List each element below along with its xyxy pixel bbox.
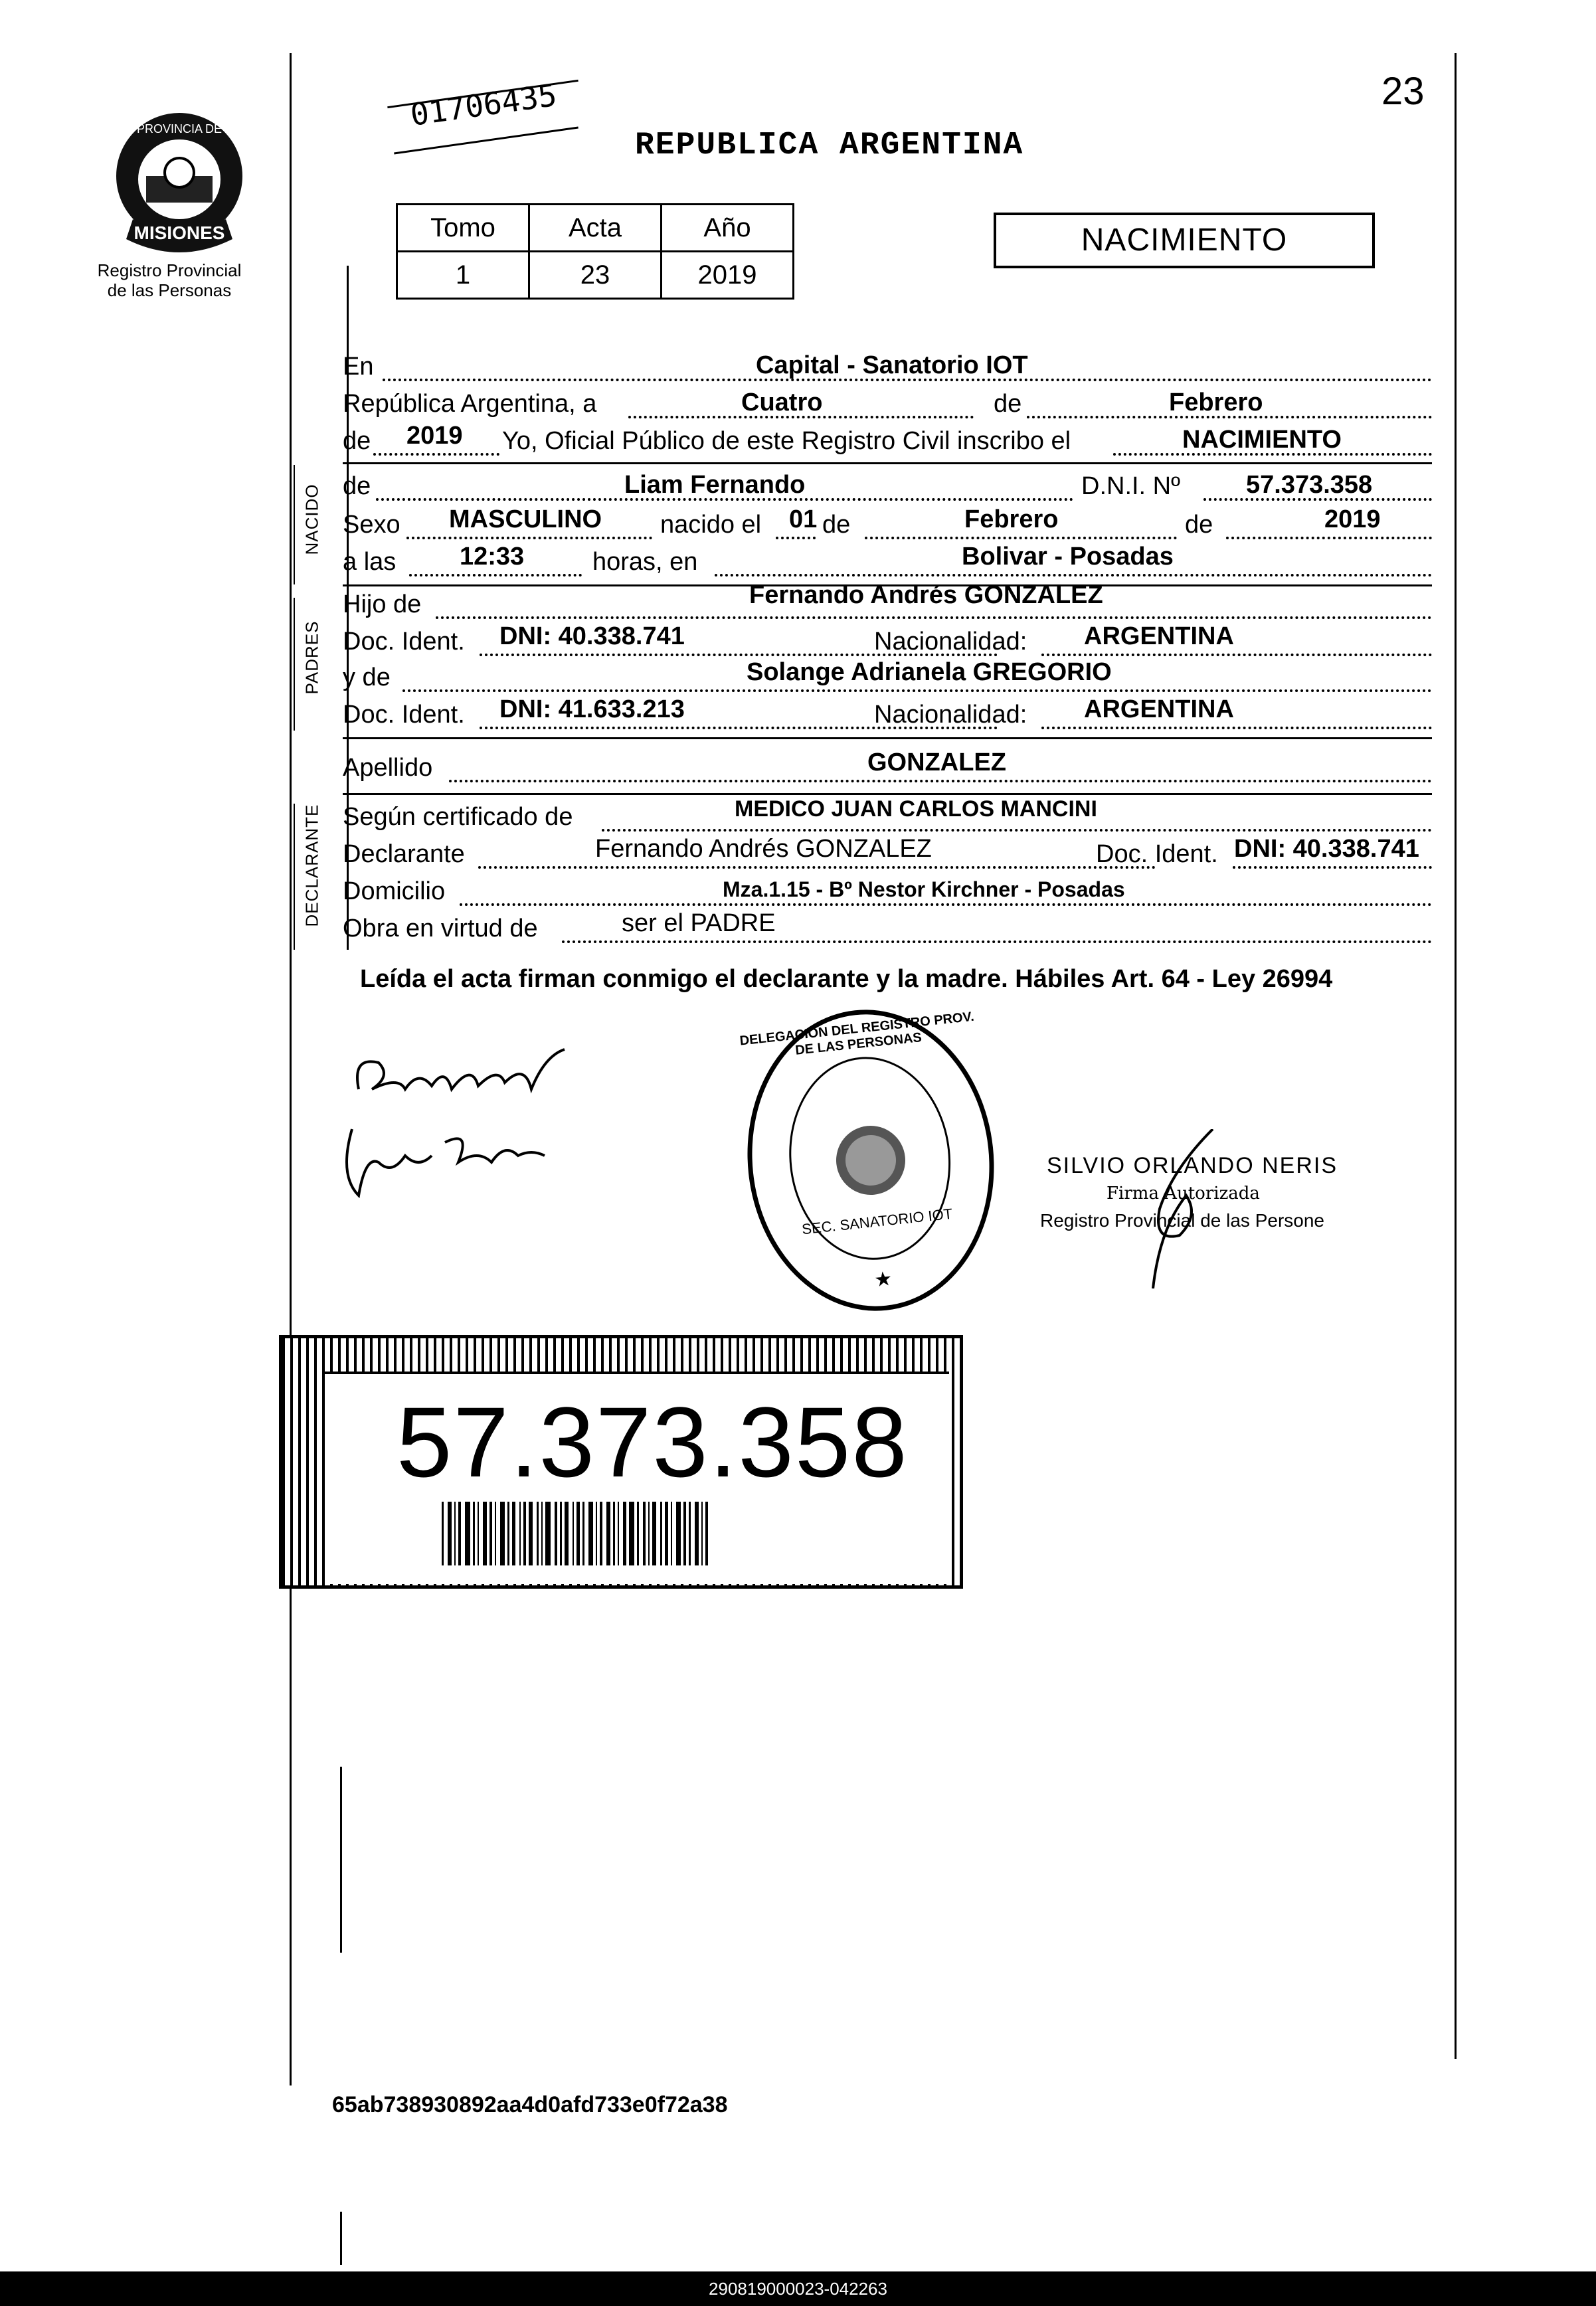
section-line-declarante <box>294 804 295 950</box>
page-title: REPUBLICA ARGENTINA <box>635 128 1024 163</box>
signature-madre <box>332 1116 558 1202</box>
row-nombre <box>343 465 1432 505</box>
value-anio: 2019 <box>406 422 463 450</box>
barcode-bar <box>495 1502 496 1565</box>
label-dni: D.N.I. Nº <box>1081 472 1180 500</box>
barcode-bar <box>637 1502 639 1565</box>
label-domicilio: Domicilio <box>343 877 446 905</box>
barcode-bar <box>582 1502 584 1565</box>
value-domicilio: Mza.1.15 - Bº Nestor Kirchner - Posadas <box>723 877 1125 901</box>
label-de: de <box>994 390 1022 418</box>
barcode-bar <box>442 1502 444 1565</box>
barcode-bar <box>576 1502 580 1565</box>
value-madre-doc: DNI: 41.633.213 <box>499 695 685 723</box>
signature-declarante <box>345 1036 584 1116</box>
barcode-bar <box>483 1502 487 1565</box>
barcode-bar <box>489 1502 492 1565</box>
label-horas-en: horas, en <box>592 548 698 576</box>
barcode-bar <box>613 1502 615 1565</box>
row-padre-doc <box>343 620 1432 660</box>
value-declarante: Fernando Andrés GONZALEZ <box>595 835 932 863</box>
stamp-number: 01706435 <box>408 76 559 133</box>
svg-text:MISIONES: MISIONES <box>133 222 225 243</box>
barcode-bar <box>545 1502 551 1565</box>
barcode-bar <box>573 1502 574 1565</box>
label-obra: Obra en virtud de <box>343 915 538 942</box>
label-en: En <box>343 353 374 381</box>
label-declarante: Declarante <box>343 840 465 868</box>
barcode-bar <box>565 1502 569 1565</box>
label-padre-doc: Doc. Ident. <box>343 628 465 656</box>
barcode-bar <box>652 1502 656 1565</box>
value-tomo: 1 <box>397 252 529 299</box>
right-margin-line <box>1455 53 1457 2059</box>
seal-ring-text: DELEGACION DEL REGISTRO PROV. DE LAS PERSONAS <box>739 1009 975 1058</box>
row-apellido <box>343 747 1432 786</box>
barcode-bar <box>507 1502 509 1565</box>
label-sexo: Sexo <box>343 511 400 539</box>
dots-madre <box>402 689 1432 692</box>
page-number: 23 <box>1381 70 1425 113</box>
value-madre: Solange Adrianela GREGORIO <box>747 658 1112 686</box>
value-lugar-nac: Bolivar - Posadas <box>962 543 1174 571</box>
label-de4: de <box>822 511 851 539</box>
row-fecha <box>343 383 1432 422</box>
value-nac-anio: 2019 <box>1324 505 1381 533</box>
barcode-bar <box>629 1502 634 1565</box>
value-padre-nac: ARGENTINA <box>1084 622 1234 650</box>
barcode-bar <box>541 1502 543 1565</box>
dots-decl-doc <box>1233 866 1432 869</box>
label-hijo-de: Hijo de <box>343 590 422 618</box>
label-madre-doc: Doc. Ident. <box>343 701 465 729</box>
barcode-bar <box>683 1502 686 1565</box>
header-acta: Acta <box>529 205 662 252</box>
divider-1 <box>343 462 1432 464</box>
official-org: Registro Provincial de las Persone <box>1040 1210 1324 1231</box>
barcode-bar <box>512 1502 515 1565</box>
row-domicilio <box>343 870 1432 910</box>
left-margin-line <box>290 53 292 2085</box>
section-line-nacido <box>294 465 295 584</box>
barcode-bar <box>529 1502 533 1565</box>
value-nac-mes: Febrero <box>964 505 1059 533</box>
dots-nac-mes <box>865 537 1177 539</box>
value-decl-doc: DNI: 40.338.741 <box>1234 835 1419 863</box>
label-apellido: Apellido <box>343 754 433 782</box>
value-tipo: NACIMIENTO <box>1182 426 1342 454</box>
dots-padre <box>436 616 1432 619</box>
barcode-bar <box>600 1502 602 1565</box>
dots-anio <box>373 453 499 456</box>
label-madre-nac: Nacionalidad: <box>874 701 1027 729</box>
bottom-tick <box>340 2212 342 2265</box>
row-sexo <box>343 503 1432 543</box>
logo-caption-line1: Registro Provincial <box>97 260 242 280</box>
value-nombre: Liam Fernando <box>624 471 806 499</box>
dots-domicilio <box>460 903 1432 906</box>
row-inscripcion <box>343 420 1432 460</box>
registry-table-values <box>397 252 794 299</box>
barcode-bar <box>458 1502 461 1565</box>
value-nac-dia: 01 <box>789 505 818 533</box>
value-obra: ser el PADRE <box>622 909 776 937</box>
barcode-bar <box>665 1502 668 1565</box>
row-madre-doc <box>343 693 1432 733</box>
official-block <box>1040 1129 1372 1288</box>
divider-4 <box>343 793 1432 795</box>
official-name: SILVIO ORLANDO NERIS <box>1047 1153 1338 1178</box>
dots-lugar-nac <box>715 574 1432 576</box>
value-padre-doc: DNI: 40.338.741 <box>499 622 685 650</box>
province-logo <box>93 106 266 259</box>
value-acta: 23 <box>529 252 662 299</box>
barcode-bar <box>588 1502 593 1565</box>
value-hora: 12:33 <box>460 543 525 571</box>
barcode-bar <box>473 1502 475 1565</box>
barcode-bar <box>623 1502 626 1565</box>
row-obra <box>343 907 1432 947</box>
label-y-de: y de <box>343 664 391 691</box>
section-line-padres <box>294 598 295 731</box>
label-republica: República Argentina, a <box>343 390 597 418</box>
barcode-bar <box>555 1502 557 1565</box>
barcode-bar <box>643 1502 646 1565</box>
label-decl-doc: Doc. Ident. <box>1096 840 1218 868</box>
divider-3 <box>343 737 1432 739</box>
dots-obra <box>562 940 1432 943</box>
row-lugar <box>343 345 1432 385</box>
label-nacido-el: nacido el <box>660 511 762 539</box>
value-dni: 57.373.358 <box>1246 471 1373 499</box>
value-anio: 2019 <box>662 252 794 299</box>
value-dia-texto: Cuatro <box>741 389 823 416</box>
label-padre-nac: Nacionalidad: <box>874 628 1027 656</box>
dots-sexo <box>406 537 652 539</box>
barcode-bar <box>676 1502 681 1565</box>
dots-nac-dia <box>776 537 816 539</box>
barcode-bar <box>465 1502 470 1565</box>
value-apellido: GONZALEZ <box>867 749 1006 776</box>
dots-certificado <box>602 829 1432 832</box>
barcode-bar <box>695 1502 699 1565</box>
registry-table <box>396 203 794 300</box>
barcode-bar <box>606 1502 610 1565</box>
logo-caption <box>73 260 266 300</box>
header-anio: Año <box>662 205 794 252</box>
dots-nac-anio <box>1226 537 1432 539</box>
official-role: Firma Autorizada <box>1107 1184 1260 1203</box>
barcode-bar <box>689 1502 691 1565</box>
seal-center-text: SEC. SANATORIO IOT <box>801 1205 954 1238</box>
barcode-bar <box>454 1502 456 1565</box>
dots-apellido <box>449 780 1432 782</box>
value-sexo: MASCULINO <box>449 505 602 533</box>
section-label-declarante: DECLARANTE <box>302 804 322 927</box>
barcode-bar <box>660 1502 662 1565</box>
barcode-bar <box>648 1502 650 1565</box>
barcode-bar <box>618 1502 619 1565</box>
signature-2-icon <box>332 1116 558 1202</box>
label-de2: de <box>343 427 371 455</box>
row-madre <box>343 656 1432 696</box>
value-lugar: Capital - Sanatorio IOT <box>756 351 1028 379</box>
barcode-bar <box>671 1502 672 1565</box>
section-label-nacido: NACIDO <box>302 484 322 555</box>
signature-1-icon <box>345 1036 584 1116</box>
barcode-bar <box>560 1502 562 1565</box>
svg-text:★: ★ <box>873 1267 893 1292</box>
registry-table-header <box>397 205 794 252</box>
barcode-bar <box>519 1502 521 1565</box>
value-certificado: MEDICO JUAN CARLOS MANCINI <box>735 796 1097 822</box>
barcode-bar <box>537 1502 539 1565</box>
dots-hora <box>409 574 582 576</box>
label-de5: de <box>1185 511 1213 539</box>
serial-stamp <box>387 66 579 146</box>
logo-caption-line2: de las Personas <box>107 280 232 300</box>
lower-margin-line <box>340 1767 342 1953</box>
value-madre-nac: ARGENTINA <box>1084 695 1234 723</box>
value-padre: Fernando Andrés GONZALEZ <box>749 581 1103 609</box>
barcode-bar <box>596 1502 597 1565</box>
reading-note: Leída el acta firman conmigo el declarante y la madre. Hábiles Art. 64 - Ley 26994 <box>360 965 1333 993</box>
label-de3: de <box>343 472 371 500</box>
label-a-las: a las <box>343 548 397 576</box>
row-declarante <box>343 833 1432 873</box>
footer-code: 290819000023-042263 <box>709 2279 887 2299</box>
dots-declarante <box>478 866 1156 869</box>
barcode-bar <box>705 1502 708 1565</box>
record-type-box: NACIMIENTO <box>994 213 1375 268</box>
barcode-bar <box>448 1502 452 1565</box>
header-tomo: Tomo <box>397 205 529 252</box>
svg-text:PROVINCIA DE: PROVINCIA DE <box>136 122 222 135</box>
row-hora <box>343 541 1432 580</box>
dni-number-large: 57.373.358 <box>397 1386 909 1498</box>
dots-madre-nac <box>1041 727 1432 729</box>
barcode-bar <box>701 1502 703 1565</box>
barcode-bar <box>523 1502 526 1565</box>
section-label-padres: PADRES <box>302 620 322 695</box>
barcode-bar <box>478 1502 479 1565</box>
label-certificado: Según certificado de <box>343 803 573 831</box>
footer-bar <box>0 2271 1596 2306</box>
official-seal <box>733 998 1008 1323</box>
province-shield-icon <box>93 106 266 259</box>
barcode-bar <box>500 1502 505 1565</box>
dni-label-box <box>279 1335 963 1589</box>
document-hash: 65ab738930892aa4d0afd733e0f72a38 <box>332 2092 728 2117</box>
dni-barcode <box>442 1502 814 1565</box>
value-mes-texto: Febrero <box>1169 389 1263 416</box>
row-certificado <box>343 796 1432 836</box>
label-oficial: Yo, Oficial Público de este Registro Civil inscribo el <box>502 427 1071 455</box>
row-padre <box>343 583 1432 623</box>
